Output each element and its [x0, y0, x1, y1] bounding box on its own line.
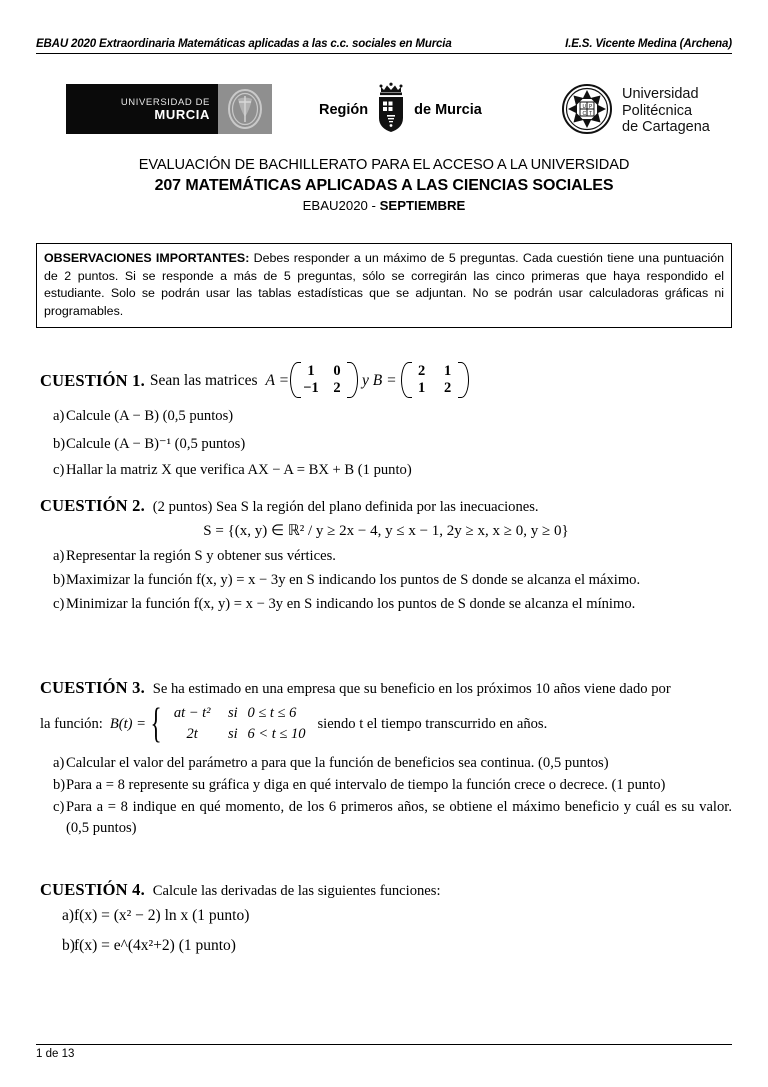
upct-logo: [561, 80, 710, 142]
question-4-stem: Calcule las derivadas de las siguientes funciones:: [152, 883, 441, 899]
upct-wordmark: [622, 86, 710, 136]
list-item: [40, 406, 732, 427]
item-text: Maximizar la función f(x, y) = x − 3y en S indicando los puntos de S donde se alcanza el máximo.: [66, 572, 641, 588]
exam-subject-title: 207 MATEMÁTICAS APLICADAS A LAS CIENCIAS SOCIALES: [154, 177, 614, 194]
matrix-a-cell-0-0: 1: [307, 363, 315, 379]
item-text: Para a = 8 represente su gráfica y diga en qué intervalo de tiempo la función crece o decrece. (1 punto): [66, 777, 666, 793]
list-item: [40, 434, 732, 455]
question-2-number: CUESTIÓN 2.: [40, 496, 145, 515]
item-label: c): [53, 462, 65, 478]
rm-word-right: de Murcia: [414, 102, 482, 118]
page-footer: [36, 1044, 732, 1060]
question-3-function-line: [40, 703, 732, 745]
item-label: a): [53, 755, 65, 771]
exam-session-line: [36, 196, 732, 215]
piecewise-cond: 0 ≤ t ≤ 6: [247, 705, 297, 721]
piecewise-expr: 2t: [186, 726, 198, 742]
list-item: [40, 594, 732, 615]
list-item: [40, 775, 732, 796]
page-number: 1 de 13: [36, 1048, 75, 1060]
list-item: [40, 460, 732, 481]
question-3: [40, 678, 732, 839]
item-text: Hallar la matriz X que verifica AX − A = BX + B (1 punto): [66, 462, 412, 478]
item-text: Para a = 8 indique en qué momento, de los 6 primeros años, se obtiene el máximo beneficio y cuál es su valor. (0,5 puntos): [66, 799, 732, 836]
question-4-number: CUESTIÓN 4.: [40, 880, 145, 899]
question-2-stem: (2 puntos) Sea S la región del plano definida por las inecuaciones.: [152, 499, 539, 515]
exam-title-block: [36, 156, 732, 215]
um-line2: MURCIA: [154, 106, 210, 122]
piecewise-row: [166, 726, 305, 742]
question-4: [40, 880, 732, 956]
matrix-a-left-paren: [290, 362, 297, 398]
region-murcia-shield-icon: [373, 82, 409, 139]
page-header: [36, 38, 732, 54]
item-label: a): [53, 408, 65, 424]
item-label: c): [53, 799, 65, 815]
upct-line3: de Cartagena: [622, 119, 710, 136]
piecewise-left-brace: {: [150, 701, 162, 747]
session-month: SEPTIEMBRE: [379, 198, 466, 213]
piecewise-cond: 6 < t ≤ 10: [247, 726, 306, 742]
piecewise-rows: [166, 703, 305, 745]
observations-text: Debes responder a un máximo de 5 preguntas. Cada cuestión tiene una puntuación de 2 puntos. Si se responde a más de 5 preguntas, sólo se corregirán las cinco primeras que haya respondido el estudiante. Solo se podrán usar las tablas estadísticas que se adjuntan. No se podrán usar calculadoras gráficas ni programables.: [44, 251, 725, 318]
matrix-b-cell-0-1: 1: [443, 363, 452, 379]
piecewise-si: si: [227, 726, 238, 742]
matrix-b-left-paren: [401, 362, 408, 398]
list-item: [40, 570, 732, 591]
list-item: [40, 546, 732, 567]
question-4-items: [40, 905, 732, 956]
piecewise-si: si: [227, 705, 238, 721]
matrix-b-cell-0-0: 2: [417, 363, 426, 379]
exam-title-line1: EVALUACIÓN DE BACHILLERATO PARA EL ACCESO A LA UNIVERSIDAD: [138, 157, 630, 173]
svg-text:T: T: [589, 110, 593, 117]
item-label: c): [53, 596, 65, 612]
item-text: f(x) = (x² − 2) ln x (1 punto): [74, 907, 250, 924]
item-text: Calcule (A − B) (0,5 puntos): [66, 408, 234, 424]
list-item: [40, 935, 732, 956]
question-1-header: [40, 362, 732, 398]
list-item: [40, 797, 732, 839]
matrix-b-label: y B =: [362, 371, 397, 389]
piecewise-function: [146, 703, 305, 745]
piecewise-expr: at − t²: [173, 705, 211, 721]
piecewise-row: [166, 705, 296, 721]
upct-compass-icon: [561, 83, 613, 140]
item-label: a): [53, 548, 65, 564]
session-prefix: EBAU2020 -: [302, 198, 380, 213]
question-1-number: CUESTIÓN 1.: [40, 370, 145, 390]
upct-line2: Politécnica: [622, 102, 693, 119]
svg-text:U: U: [582, 103, 587, 110]
um-line1: UNIVERSIDAD DE: [120, 96, 210, 108]
question-3-number: CUESTIÓN 3.: [40, 678, 145, 697]
um-wordmark: [66, 84, 218, 134]
question-2-equation: S = {(x, y) ∈ ℝ² / y ≥ 2x − 4, y ≤ x − 1, 2y ≥ x, x ≥ 0, y ≥ 0}: [203, 523, 569, 539]
header-school-name: I.E.S. Vicente Medina (Archena): [565, 38, 732, 50]
matrix-b-cell-1-1: 2: [443, 380, 452, 396]
rm-word-left: Región: [319, 102, 369, 118]
matrix-a: [290, 362, 358, 398]
observations-label: OBSERVACIONES IMPORTANTES:: [44, 251, 250, 265]
question-2: [40, 496, 732, 615]
item-label: b): [53, 436, 66, 452]
svg-text:P: P: [589, 103, 593, 110]
list-item: [40, 905, 732, 926]
question-1-items: [40, 406, 732, 481]
function-label: B(t) =: [109, 715, 147, 732]
question-1: [40, 362, 732, 481]
item-text: Minimizar la función f(x, y) = x − 3y en S indicando los puntos de S donde se alcanza el mínimo.: [66, 596, 636, 612]
matrix-b-right-paren: [462, 362, 469, 398]
matrix-a-cell-0-1: 0: [333, 363, 341, 379]
matrix-a-cell-1-1: 2: [333, 380, 341, 396]
question-3-items: [40, 753, 732, 839]
upct-line1: Universidad: [622, 86, 699, 103]
item-text: Calcule (A − B)⁻¹ (0,5 puntos): [66, 436, 246, 452]
institution-logo-row: [36, 80, 732, 142]
observations-box: [36, 243, 732, 328]
item-text: Calcular el valor del parámetro a para que la función de beneficios sea continua. (0,5 puntos): [66, 755, 609, 771]
universidad-de-murcia-logo: [66, 84, 272, 134]
matrix-a-right-paren: [351, 362, 358, 398]
matrix-b: [401, 362, 469, 398]
question-1-stem: Sean las matrices: [149, 371, 258, 389]
header-exam-title: EBAU 2020 Extraordinaria Matemáticas aplicadas a las c.c. sociales en Murcia: [36, 38, 452, 50]
matrix-a-cell-1-0: −1: [303, 380, 319, 396]
matrix-a-label: A =: [265, 371, 290, 389]
item-label: b): [62, 937, 75, 954]
item-label: b): [53, 572, 66, 588]
question-3-header: [40, 678, 732, 699]
region-de-murcia-logo: [319, 82, 482, 138]
matrix-b-cell-1-0: 1: [417, 380, 426, 396]
question-3-stem: Se ha estimado en una empresa que su beneficio en los próximos 10 años viene dado por: [152, 681, 671, 697]
question-2-header: [40, 496, 732, 517]
item-text: f(x) = e^(4x²+2) (1 punto): [74, 937, 236, 954]
function-line-suffix: siendo t el tiempo transcurrido en años.: [317, 715, 548, 732]
university-seal-icon: [218, 84, 272, 134]
function-line-prefix: la función:: [40, 715, 103, 732]
question-2-items: [40, 546, 732, 615]
question-4-header: [40, 880, 732, 901]
list-item: [40, 753, 732, 774]
item-text: Representar la región S y obtener sus vértices.: [66, 548, 336, 564]
item-label: b): [53, 777, 66, 793]
item-label: a): [62, 907, 75, 924]
svg-text:C: C: [582, 110, 587, 117]
